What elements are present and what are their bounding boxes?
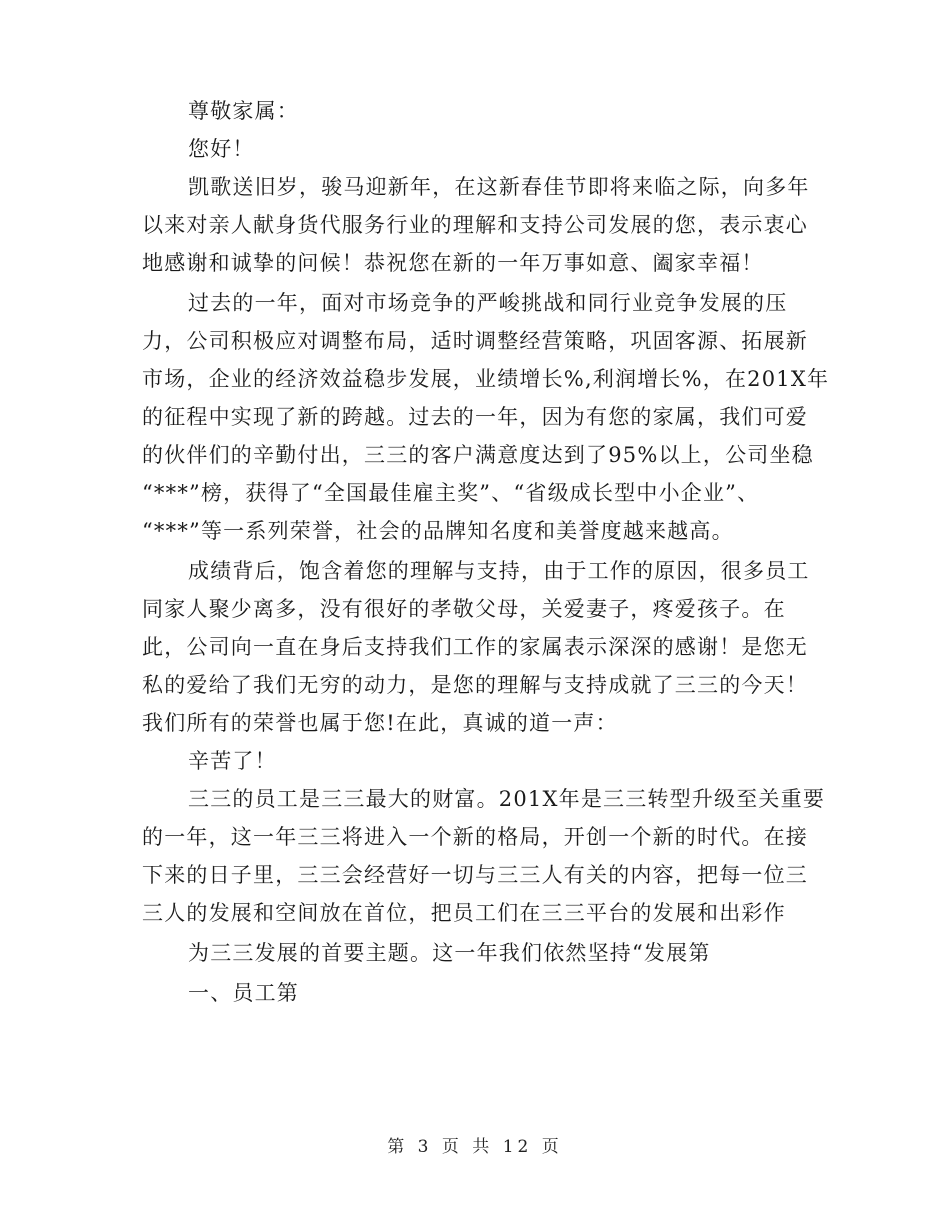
paragraph-line: 地感谢和诚挚的问候！恭祝您在新的一年万事如意、阖家幸福！ (142, 251, 764, 275)
paragraph-line: 力，公司积极应对调整布局，适时调整经营策略，巩固客源、拓展新 (142, 329, 808, 353)
paragraph-line: 同家人聚少离多，没有很好的孝敬父母，关爱妻子，疼爱孩子。在 (142, 597, 786, 621)
paragraph-line: 三人的发展和空间放在首位，把员工们在三三平台的发展和出彩作 (142, 901, 786, 925)
paragraph-line: 为三三发展的首要主题。这一年我们依然坚持“发展第 (188, 941, 711, 965)
paragraph-line: “***”榜，获得了“全国最佳雇主奖”、“省级成长型中小企业”、 (142, 481, 760, 505)
paragraph-line: “***”等一系列荣誉，社会的品牌知名度和美誉度越来越高。 (142, 519, 734, 543)
paragraph-line: 一、员工第 (188, 981, 299, 1005)
letter-body (142, 92, 830, 1012)
paragraph-line: 凯歌送旧岁，骏马迎新年，在这新春佳节即将来临之际，向多年 (188, 175, 810, 199)
paragraph-line: 的一年，这一年三三将进入一个新的格局，开创一个新的时代。在接 (142, 825, 808, 849)
paragraph-line: 私的爱给了我们无穷的动力，是您的理解与支持成就了三三的今天！ (142, 673, 808, 697)
paragraph-line: 此，公司向一直在身后支持我们工作的家属表示深深的感谢！是您无 (142, 635, 808, 659)
paragraph-line: 过去的一年，面对市场竞争的严峻挑战和同行业竞争发展的压 (188, 291, 788, 315)
paragraph-line: 的征程中实现了新的跨越。过去的一年，因为有您的家属，我们可爱 (142, 405, 808, 429)
salutation: 尊敬家属： (188, 99, 299, 123)
paragraph-line: 的伙伴们的辛勤付出，三三的客户满意度达到了95%以上，公司坐稳 (142, 443, 814, 467)
paragraph-line: 我们所有的荣誉也属于您!在此，真诚的道一声： (142, 711, 618, 735)
paragraph-line: 下来的日子里，三三会经营好一切与三三人有关的内容，把每一位三 (142, 863, 808, 887)
page-number-footer: 第 3 页 共 12 页 (387, 1137, 563, 1157)
paragraph-line: 市场，企业的经济效益稳步发展，业绩增长%,利润增长%，在201X年 (142, 367, 830, 391)
paragraph-line: 成绩背后，饱含着您的理解与支持，由于工作的原因，很多员工 (188, 559, 810, 583)
paragraph-line: 辛苦了！ (188, 749, 277, 773)
paragraph-line: 以来对亲人献身货代服务行业的理解和支持公司发展的您，表示衷心 (142, 213, 808, 237)
greeting: 您好！ (188, 137, 255, 161)
paragraph-line: 三三的员工是三三最大的财富。201X年是三三转型升级至关重要 (188, 787, 826, 811)
